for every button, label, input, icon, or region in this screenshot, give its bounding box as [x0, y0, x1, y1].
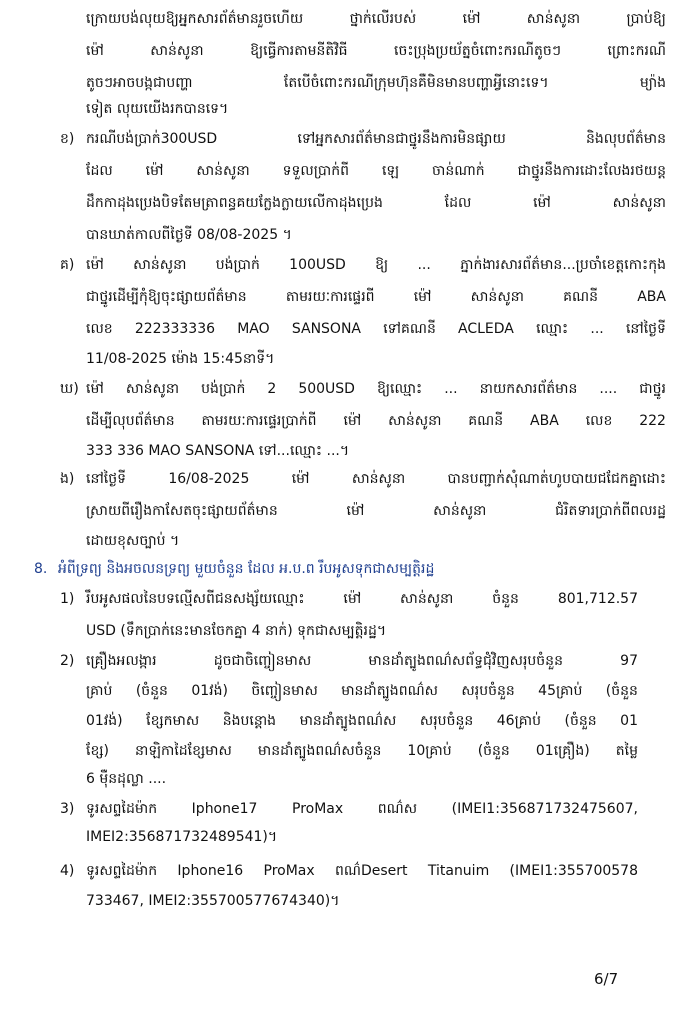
section-title: អំពីទ្រព្យ និងអចលនទ្រព្យ មួយចំនួន ដែល អ.ប.ព រឹបអូសទុកជាសម្បត្តិរដ្ឋ [58, 561, 435, 577]
text-line: នៅថ្ងៃទី 16/08-2025 ម៉ៅ សាន់សូនា បានបញ្ជាក់សុំណាត់ហូបបាយជជែកគ្នាដោះ [86, 471, 666, 487]
text-line: 01វង់) ខ្សែកមាស និងបន្តោង មានដាំត្បូងពណ៌ស សរុបចំនួន 46គ្រាប់ (ចំនួន 01 [86, 713, 638, 729]
text-line: 6 ម៉ឺនដុល្លា .... [86, 771, 167, 787]
list-marker: ឃ) [60, 381, 79, 397]
text-line: ជាថ្នូរដើម្បីកុំឱ្យចុះផ្សាយព័ត៌មាន តាមរយៈការផ្ទេរពី ម៉ៅ សាន់សូនា គណនី ABA [86, 289, 666, 305]
text-line: ម៉ៅ សាន់សូនា ឱ្យធ្វើការតាមនីតិវិធី ចេះប្រុងប្រយ័ត្នចំពោះករណីតូចៗ ព្រោះករណី [86, 43, 666, 59]
text-line: USD (ទឹកប្រាក់នេះមានចែកគ្នា 4 នាក់) ទុកជាសម្បត្តិរដ្ឋ។ [86, 623, 387, 639]
list-marker: 4) [60, 863, 75, 879]
text-line: IMEI2:356871732489541)។ [86, 829, 278, 845]
text-line: 11/08-2025 ម៉ោង 15:45នាទី។ [86, 351, 275, 367]
text-line: ម៉ៅ សាន់សូនា បង់ប្រាក់ 100USD ឱ្យ ... ភ្នាក់ងារសារព័ត៌មាន...ប្រចាំខេត្តកោះកុង [86, 257, 666, 273]
text-line: ក្រោយបង់លុយឱ្យអ្នកសារព័ត៌មានរួចហើយ ថ្នាក់លើរបស់ ម៉ៅ សាន់សូនា ប្រាប់ឱ្យ [86, 11, 666, 27]
text-line: ទៀត លុយយើងរកបានទេ។ [86, 101, 229, 117]
section-number: 8. [34, 561, 48, 577]
text-line: ខ្សែ) នាឡិកាដៃខ្សែមាស មានដាំត្បូងពណ៌សចំនួន 10គ្រាប់ (ចំនួន 01គ្រឿង) តម្លៃ [86, 743, 638, 759]
text-line: ដើម្បីលុបព័ត៌មាន តាមរយៈការផ្ទេរប្រាក់ពី ម៉ៅ សាន់សូនា គណនី ABA លេខ 222 [86, 413, 666, 429]
text-line: ករណីបង់ប្រាក់300USD ទៅអ្នកសារព័ត៌មានជាថ្នូរនឹងការមិនផ្សាយ និងលុបព័ត៌មាន [86, 131, 666, 147]
list-marker: 1) [60, 591, 75, 607]
text-line: លេខ 222333336 MAO SANSONA ទៅគណនី ACLEDA ឈ្មោះ ... នៅថ្ងៃទី [86, 321, 666, 337]
list-marker: ង) [60, 471, 75, 487]
list-marker: ខ) [60, 131, 75, 147]
text-line: 733467, IMEI2:355700577674340)។ [86, 893, 340, 909]
text-line: ស្រាយពីរឿងកាសែតចុះផ្សាយព័ត៌មាន ម៉ៅ សាន់សូនា ជំរិតទារប្រាក់ពីពលរដ្ឋ [86, 503, 666, 519]
text-line: ម៉ៅ សាន់សូនា បង់ប្រាក់ 2 500USD ឱ្យឈ្មោះ ... នាយកសារព័ត៌មាន .... ជាថ្នូរ [86, 381, 666, 397]
text-line: ទូរសព្ទដៃម៉ាក Iphone17 ProMax ពណ៌ស (IMEI1:356871732475607, [86, 801, 638, 817]
page-number: 6/7 [594, 970, 619, 988]
text-line: 333 336 MAO SANSONA ទៅ...ឈ្មោះ ...។ [86, 443, 350, 459]
text-line: ដោយខុសច្បាប់ ។ [86, 533, 180, 549]
list-marker: គ) [60, 257, 75, 273]
list-marker: 2) [60, 653, 75, 669]
list-marker: 3) [60, 801, 75, 817]
text-line: ទូរសព្ទដៃម៉ាក Iphone16 ProMax ពណ៌Desert Titanuim (IMEI1:355700578 [86, 863, 638, 879]
text-line: ដែល ម៉ៅ សាន់សូនា ទទួលប្រាក់ពី ឡេ ចាន់ណាក់ ជាថ្នូរនឹងការដោះលែងរថយន្ត [86, 163, 666, 179]
text-line: តូចៗអាចបង្កជាបញ្ហា តែបើចំពោះករណីក្រុមហ៊ុនគឺមិនមានបញ្ហាអ្វីនោះទេ។ ម្យ៉ាង [86, 75, 666, 91]
text-line: បានឃាត់កាលពីថ្ងៃទី 08/08-2025 ។ [86, 227, 292, 243]
text-line: គ្រាប់ (ចំនួន 01វង់) ចិញ្ចៀនមាស មានដាំត្បូងពណ៌ស សរុបចំនួន 45គ្រាប់ (ចំនួន [86, 683, 638, 699]
text-line: ដឹកកាដុងប្រេងបិទតែមត្រាពន្ធគយក្លែងក្លាយលើកាដុងប្រេង ដែល ម៉ៅ សាន់សូនា [86, 195, 666, 211]
text-line: រឹបអូសផលនៃបទល្មើសពីជនសង្ស័យឈ្មោះ ម៉ៅ សាន់សូនា ចំនួន 801,712.57 [86, 591, 638, 607]
text-line: គ្រឿងអលង្ការ ដូចជាចិញ្ចៀនមាស មានដាំត្បូងពណ៌សព័ទ្ធជុំវិញសរុបចំនួន 97 [86, 653, 638, 669]
